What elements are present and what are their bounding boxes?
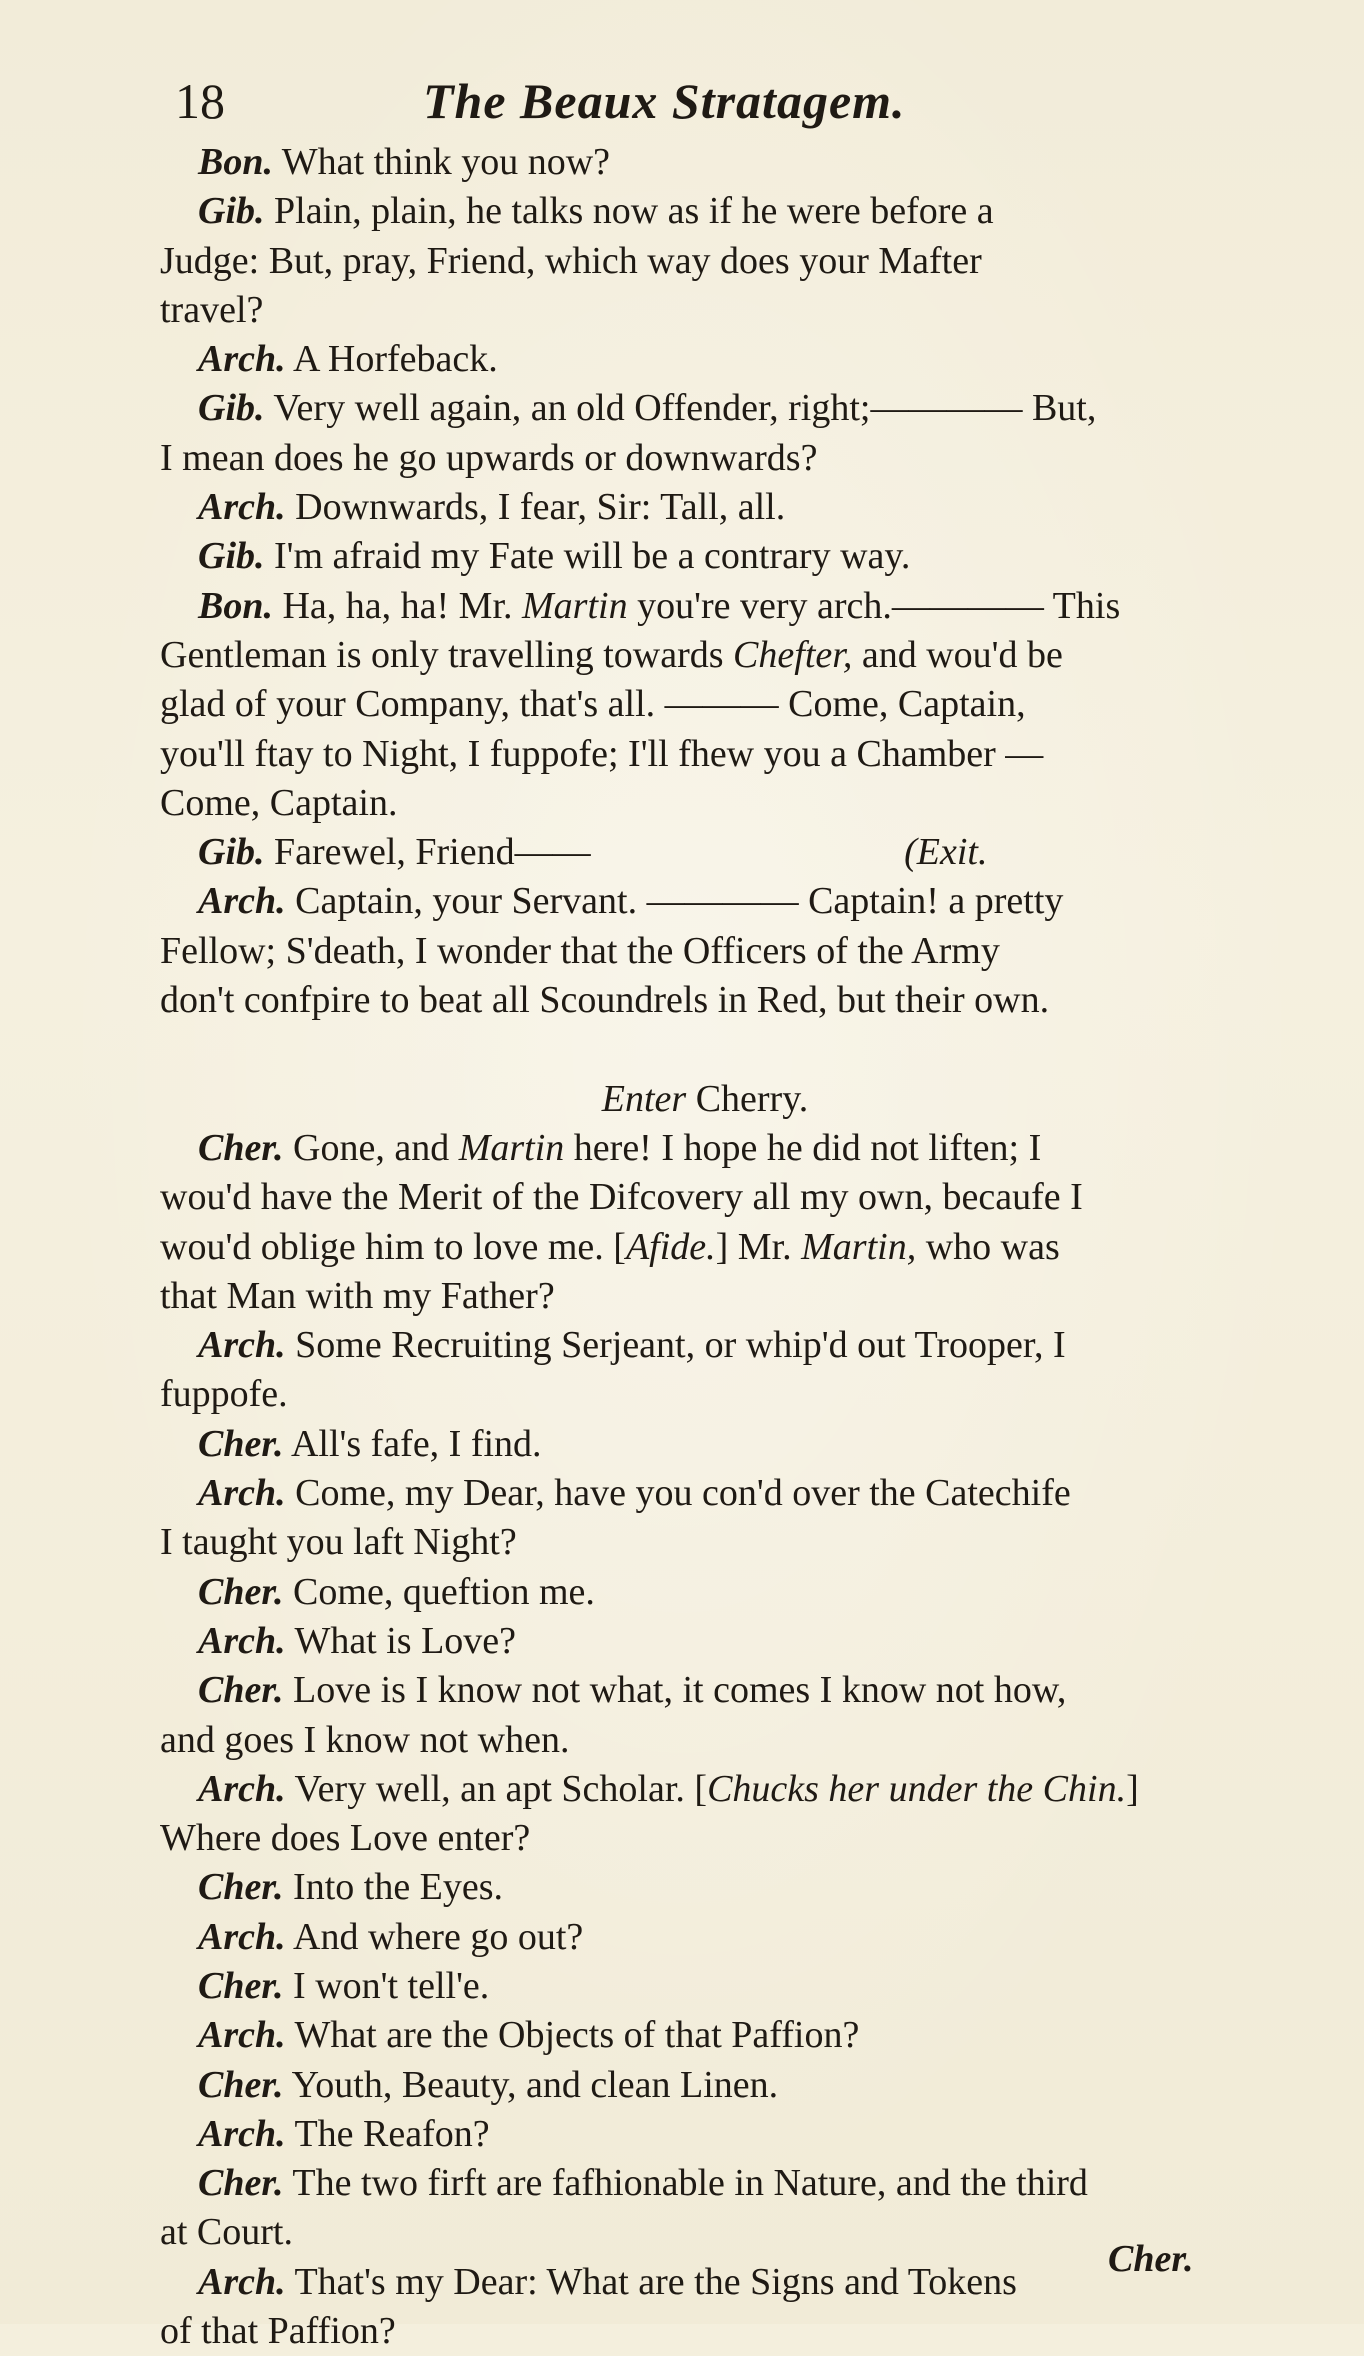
line-text: ] [1126, 1767, 1139, 1810]
text-line [160, 532, 1250, 581]
text-line [160, 434, 1250, 483]
speaker-name: Bon. [198, 584, 273, 627]
italic-text: Chefter, [733, 633, 853, 676]
text-line [160, 1765, 1250, 1814]
text-line [160, 582, 1250, 631]
speaker-name: Cher. [198, 1866, 284, 1909]
line-text: That's my Dear: What are the Signs and Tokens [285, 2260, 1017, 2303]
line-text: that Man with my Father? [160, 1274, 555, 1317]
line-text: at Court. [160, 2211, 293, 2254]
text-line [160, 927, 1250, 976]
line-text: and wou'd be [852, 633, 1063, 676]
line-text: I mean does he go upwards or downwards? [160, 436, 818, 479]
text-line [160, 1420, 1250, 1469]
line-text: Captain, your Servant. ———— Captain! a pretty [285, 880, 1064, 923]
speaker-name: Arch. [198, 1324, 286, 1367]
line-text: Youth, Beauty, and clean Linen. [283, 2063, 779, 2106]
line-text: Gone, and [283, 1126, 459, 1169]
text-line [160, 335, 1250, 384]
speaker-name: Arch. [198, 1915, 286, 1958]
italic-text: Chucks her under the Chin. [707, 1767, 1127, 1810]
speaker-name: Cher. [198, 1964, 284, 2007]
line-text: What are the Objects of that Paffion? [285, 2014, 860, 2057]
speaker-name: Arch. [198, 486, 286, 529]
line-text: ] Mr. [715, 1225, 802, 1268]
text-line [160, 877, 1250, 926]
text-line [160, 2159, 1250, 2208]
text-line [160, 1518, 1250, 1567]
line-text: here! I hope he did not liften; I [564, 1126, 1042, 1169]
line-text: Ha, ha, ha! Mr. [272, 584, 523, 627]
text-line [160, 1814, 1250, 1863]
text-line [160, 1075, 1250, 1124]
text-line [160, 779, 1250, 828]
text-line [160, 1223, 1250, 1272]
line-text: wou'd have the Merit of the Difcovery all my own, becaufe I [160, 1176, 1083, 1219]
text-line [160, 2061, 1250, 2110]
line-text: What think you now? [272, 141, 611, 183]
text-line [160, 2110, 1250, 2159]
italic-text: Martin, [801, 1225, 917, 1268]
text-line [160, 384, 1250, 433]
italic-text: Martin [522, 584, 628, 627]
line-text: you're very arch.———— This [627, 584, 1121, 627]
italic-text: Martin [458, 1126, 565, 1169]
italic-text: Afide. [625, 1225, 716, 1268]
text-line [160, 631, 1250, 680]
text-line [160, 2208, 1250, 2257]
line-text: wou'd oblige him to love me. [ [160, 1225, 626, 1268]
text-line [160, 1321, 1250, 1370]
line-text: Gentleman is only travelling towards [160, 633, 734, 676]
speaker-name: Cher. [198, 1422, 284, 1465]
line-text: Very well again, an old Offender, right;———— But, [264, 387, 1097, 430]
text-line [160, 237, 1250, 286]
line-text: Fellow; S'death, I wonder that the Officers of the Army [160, 929, 1000, 972]
line-text: I won't tell'e. [283, 1964, 490, 2007]
speaker-name: Cher. [198, 1570, 284, 1613]
line-text: Farewel, Friend—— [264, 831, 905, 874]
speaker-name: Cher. [198, 1126, 284, 1169]
line-text: What is Love? [285, 1619, 517, 1662]
line-text: All's fafe, I find. [283, 1422, 542, 1465]
line-text: who was [916, 1225, 1060, 1268]
line-text: Cherry. [686, 1077, 809, 1120]
text-line [160, 1124, 1250, 1173]
line-text: don't confpire to beat all Scoundrels in Red, but their own. [160, 979, 1050, 1022]
speaker-name: Cher. [198, 2162, 284, 2205]
line-text: Downwards, I fear, Sir: Tall, all. [285, 486, 786, 529]
speaker-name: Arch. [198, 2112, 286, 2155]
text-line [160, 1913, 1250, 1962]
line-text: travel? [160, 288, 264, 331]
line-text: Into the Eyes. [283, 1866, 504, 1909]
text-line [160, 187, 1250, 236]
text-line [160, 1173, 1250, 1222]
catchword: Cher. [1108, 2238, 1194, 2280]
text-line [160, 1666, 1250, 1715]
line-text: Come, queftion me. [283, 1570, 595, 1613]
text-line [160, 730, 1250, 779]
text-line [160, 483, 1250, 532]
line-text: Come, my Dear, have you con'd over the Catechife [285, 1472, 1071, 1515]
italic-text: (Exit. [904, 831, 988, 874]
blank-line [160, 1025, 1250, 1074]
speaker-name: Arch. [198, 2260, 286, 2303]
line-text: Some Recruiting Serjeant, or whip'd out Trooper, I [285, 1324, 1066, 1367]
line-text: Where does Love enter? [160, 1817, 531, 1860]
line-text: fuppofe. [160, 1373, 288, 1416]
page-header [175, 66, 1255, 136]
speaker-name: Arch. [198, 1619, 286, 1662]
line-text: The two firft are fafhionable in Nature, and the third [283, 2162, 1088, 2205]
line-text: Plain, plain, he talks now as if he were before a [264, 190, 994, 233]
speaker-name: Gib. [198, 387, 265, 430]
page-number: 18 [175, 73, 225, 129]
speaker-name: Bon. [198, 141, 273, 183]
text-line [160, 2307, 1250, 2356]
speaker-name: Arch. [198, 2014, 286, 2057]
running-title: The Beaux Stratagem. [423, 73, 906, 129]
speaker-name: Arch. [198, 338, 286, 381]
line-text: The Reafon? [285, 2112, 490, 2155]
text-line [160, 2258, 1250, 2307]
speaker-name: Cher. [198, 1669, 284, 1712]
text-line [160, 1568, 1250, 1617]
line-text: I'm afraid my Fate will be a contrary way. [264, 535, 911, 578]
line-text: glad of your Company, that's all. ——— Come, Captain, [160, 683, 1026, 726]
speaker-name: Arch. [198, 880, 286, 923]
text-line [160, 1469, 1250, 1518]
line-text: Judge: But, pray, Friend, which way does your Mafter [160, 239, 982, 282]
play-text [160, 138, 1250, 2356]
text-line [160, 1716, 1250, 1765]
text-line [160, 680, 1250, 729]
line-text: And where go out? [285, 1915, 584, 1958]
text-line [160, 1863, 1250, 1912]
speaker-name: Gib. [198, 831, 265, 874]
line-text: you'll ftay to Night, I fuppofe; I'll fhew you a Chamber — [160, 732, 1044, 775]
line-text: Love is I know not what, it comes I know not how, [283, 1669, 1067, 1712]
text-line [160, 828, 1250, 877]
line-text: of that Paffion? [160, 2310, 396, 2353]
text-line [160, 1370, 1250, 1419]
line-text: Come, Captain. [160, 781, 398, 824]
line-text: Very well, an apt Scholar. [ [285, 1767, 708, 1810]
text-line [160, 2011, 1250, 2060]
speaker-name: Arch. [198, 1472, 286, 1515]
text-line [160, 976, 1250, 1025]
speaker-name: Gib. [198, 535, 265, 578]
text-line [160, 286, 1250, 335]
text-line [160, 1617, 1250, 1666]
italic-text: Enter [601, 1077, 687, 1120]
text-line [160, 1272, 1250, 1321]
text-line [160, 1962, 1250, 2011]
speaker-name: Gib. [198, 190, 265, 233]
line-text: I taught you laft Night? [160, 1521, 517, 1564]
speaker-name: Arch. [198, 1767, 286, 1810]
text-line [160, 138, 1250, 187]
speaker-name: Cher. [198, 2063, 284, 2106]
line-text: A Horfeback. [285, 338, 498, 381]
line-text: and goes I know not when. [160, 1718, 570, 1761]
